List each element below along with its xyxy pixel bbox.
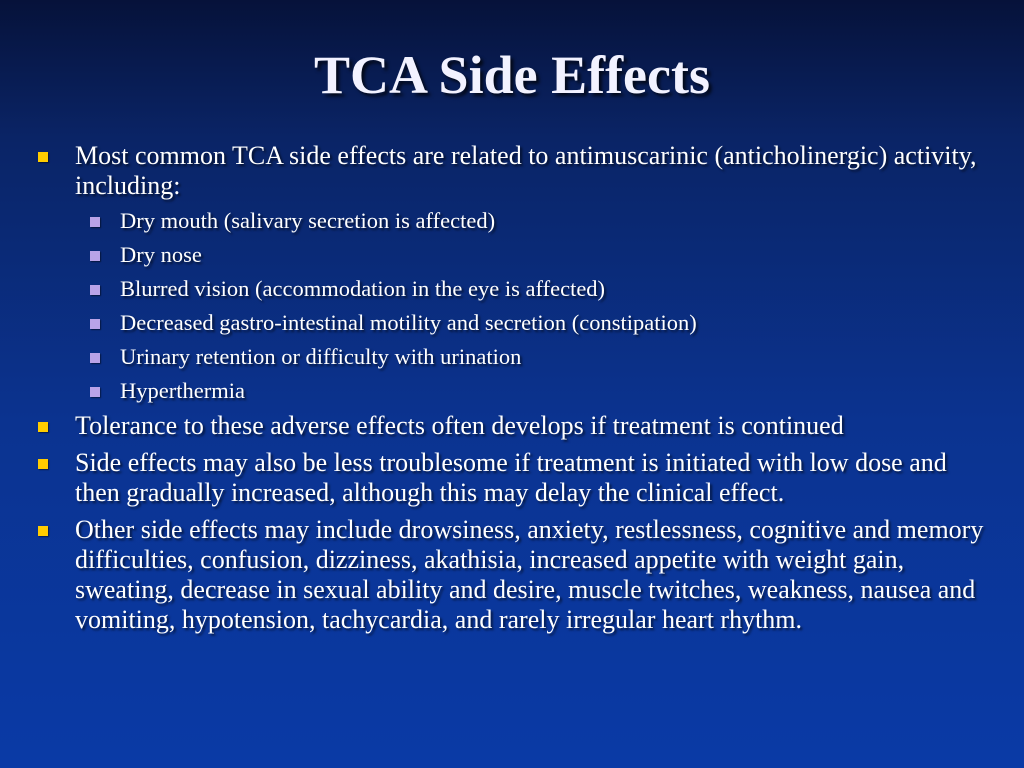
bullet-item bbox=[38, 411, 988, 441]
sub-bullet-item bbox=[38, 204, 988, 238]
sub-bullet-text: Dry mouth (salivary secretion is affected) bbox=[120, 208, 496, 233]
square-bullet-icon bbox=[90, 319, 100, 329]
square-bullet-icon bbox=[90, 217, 100, 227]
bullet-text: Most common TCA side effects are related to antimuscarinic (anticholinergic) activity, including: bbox=[75, 141, 977, 200]
bullet-text: Tolerance to these adverse effects often develops if treatment is continued bbox=[75, 411, 844, 440]
square-bullet-icon bbox=[90, 353, 100, 363]
sub-bullet-item bbox=[38, 238, 988, 272]
bullet-item bbox=[38, 141, 988, 201]
slide-content bbox=[38, 141, 988, 642]
bullet-text: Other side effects may include drowsiness, anxiety, restlessness, cognitive and memory difficulties, confusion, dizziness, akathisia, increased appetite with weight gain, sweating, decrease in sexual ability and desire, muscle twitches, weakness, nausea and vomiting, hypotension, tachycardia, and rarely irregular heart rhythm. bbox=[75, 515, 984, 634]
square-bullet-icon bbox=[38, 459, 48, 469]
sub-bullet-list bbox=[38, 204, 988, 408]
bullet-item bbox=[38, 515, 988, 635]
slide-title: TCA Side Effects bbox=[314, 45, 710, 105]
sub-bullet-text: Hyperthermia bbox=[120, 378, 245, 403]
bullet-text: Side effects may also be less troublesome if treatment is initiated with low dose and then gradually increased, although this may delay the clinical effect. bbox=[75, 448, 947, 507]
square-bullet-icon bbox=[38, 526, 48, 536]
sub-bullet-text: Blurred vision (accommodation in the eye is affected) bbox=[120, 276, 606, 301]
bullet-item bbox=[38, 448, 988, 508]
square-bullet-icon bbox=[90, 251, 100, 261]
sub-bullet-item bbox=[38, 272, 988, 306]
sub-bullet-item bbox=[38, 374, 988, 408]
square-bullet-icon bbox=[38, 422, 48, 432]
sub-bullet-text: Urinary retention or difficulty with urination bbox=[120, 344, 522, 369]
sub-bullet-item bbox=[38, 340, 988, 374]
sub-bullet-text: Decreased gastro-intestinal motility and secretion (constipation) bbox=[120, 310, 697, 335]
square-bullet-icon bbox=[90, 387, 100, 397]
sub-bullet-text: Dry nose bbox=[120, 242, 202, 267]
square-bullet-icon bbox=[90, 285, 100, 295]
square-bullet-icon bbox=[38, 152, 48, 162]
sub-bullet-item bbox=[38, 306, 988, 340]
